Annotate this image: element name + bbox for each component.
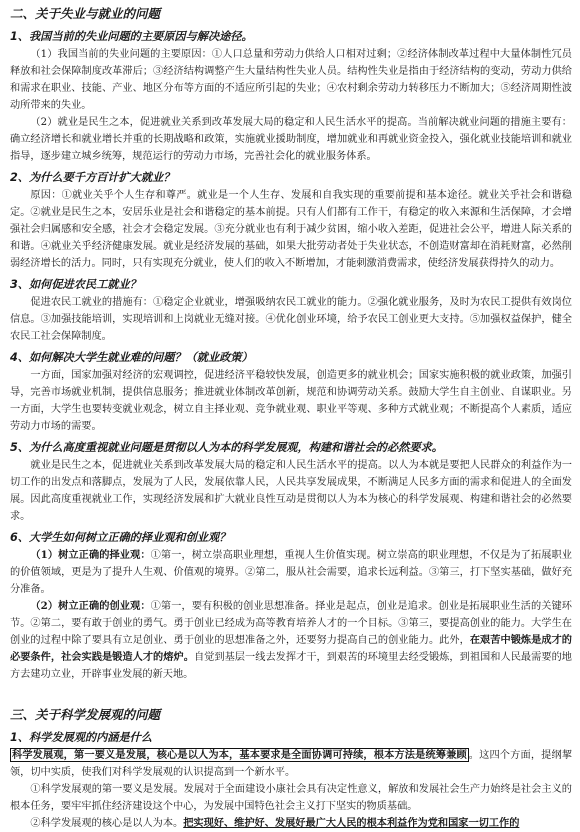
paragraph: 促进农民工就业的措施有：①稳定企业就业，增强吸纳农民工就业的能力。②强化就业服务，及时为农民工提供有效岗位信息。③加强技能培训，实现培训和上岗就业无缝对接。④优化创业环境，给予农民工创业更大支持。⑤加强权益保护，健全农民工社会保障制度。 <box>10 297 572 342</box>
section-title-scientific-development: 三、关于科学发展观的问题 <box>10 707 161 722</box>
paragraph: ①科学发展观的第一要义是发展。发展对于全面建设小康社会具有决定性意义，解放和发展社会生产力始终是社会主义的根本任务，要牢牢抓住经济建设这个中心，为发展中国特色社会主义打下坚实的物质基础。 <box>10 784 572 812</box>
paragraph: （1）我国当前的失业问题的主要原因：①人口总量和劳动力供给人口相对过剩；②经济体制改革过程中大量体制性冗员释放和社会保障制度改革滞后；③经济结构调整产生大量结构性失业人员。结构性失业是指由于经济结构的变动，劳动力供给和需求在职业、技能、产业、地区分布等方面的不适应所引起的失业；④农村剩余劳动力转移压力不断加大；⑤经济周期性波动所带来的失业。 <box>10 49 572 111</box>
bold-emphasis: 在艰苦中锻炼是成才的必要条件，社会实践是锻造人才的熔炉。 <box>10 634 572 663</box>
question-heading-3: 3、如何促进农民工就业？ <box>10 278 141 291</box>
boxed-definition: 科学发展观，第一要义是发展，核心是以人为本，基本要求是全面协调可持续，根本方法是统筹兼顾 <box>12 749 467 761</box>
paragraph <box>10 547 572 598</box>
paragraph: 一方面，国家加强对经济的宏观调控，促进经济平稳较快发展，创造更多的就业机会；国家实施积极的就业政策，加强引导，完善市场就业机制，提供信息服务；推进就业体制改革创新，规范和协调劳动关系。鼓励大学生自主创业、自谋职业。另一方面，大学生也要转变就业观念，树立自主择业观、竞争就业观、职业平等观、多种方式就业观；不断提高个人素质，适应劳动力市场的需要。 <box>10 370 572 432</box>
question-heading-5: 5、为什么高度重视就业问题是贯彻以人为本的科学发展观，构建和谐社会的必然要求。 <box>10 441 443 454</box>
subheading-entrepreneur-view: （2）树立正确的创业观： <box>30 600 151 612</box>
paragraph-text: ①第一，树立崇高职业理想，重视人生价值实现。树立崇高的职业理想，不仅是为了拓展职业的价值领域，更是为了提升人生观、价值观的境界。②第二，服从社会需要，追求长远利益。③第三，打下坚实基础，做好充分准备。 <box>10 550 572 595</box>
paragraph: （2）就业是民生之本，促进就业关系到改革发展大局的稳定和人民生活水平的提高。当前解决就业问题的措施主要有：确立经济增长和就业增长并重的长期战略和政策，实施就业援助制度，增加就业和再就业资金投入，强化就业技能培训和就业指导，逐步建立城乡统筹，规范运行的劳动力市场，完善社会化的就业服务体系。 <box>10 117 572 162</box>
section-title-employment: 二、关于失业与就业的问题 <box>10 6 161 21</box>
question-heading-6: 6、大学生如何树立正确的择业观和创业观？ <box>10 531 231 544</box>
paragraph-text: ②科学发展观的核心是以人为本。 <box>30 818 184 829</box>
paragraph-text: ①第一，要有积极的创业思想准备。择业是起点，创业是追求。创业是拓展职业生活的关键环节。②第二，要有敢于创业的勇气。勇于创业已经成为高等教育培养人才的一个目标。③第三，要提高创业的能力。大学生在创业的过程中除了要具有立足创业、勇于创业的思想准备之外，还要努力提高自己的创业能力。此外， <box>10 601 572 646</box>
paragraph-text: 自觉到基层一线去发挥才干，到艰苦的环境里去经受锻炼，到祖国和人民最需要的地方去建功立业，开辟事业发展的新天地。 <box>10 652 572 680</box>
question-heading-2: 2、为什么要千方百计扩大就业？ <box>10 171 175 184</box>
question-heading-4: 4、如何解决大学生就业难的问题？（就业政策） <box>10 351 253 364</box>
paragraph: 就业是民生之本，促进就业关系到改革发展大局的稳定和人民生活水平的提高。以人为本就是要把人民群众的利益作为一切工作的出发点和落脚点，发展为了人民，发展依靠人民，人民共享发展成果，不断满足人民多方面的需求和促进人的全面发展。因此高度重视就业工作，实现经济发展和扩大就业良性互动是贯彻以人为本为核心的科学发展观、构建和谐社会的必然要求。 <box>10 460 572 522</box>
question-heading-1: 1、我国当前的失业问题的主要原因与解决途径。 <box>10 30 253 43</box>
paragraph-text: 。这四个方面，提纲挈领，切中实质，使我们对科学发展观的认识提高到一个新水平。 <box>10 750 573 778</box>
paragraph <box>10 815 572 832</box>
paragraph <box>10 747 572 781</box>
paragraph <box>10 598 572 683</box>
underlined-emphasis: 把实现好、维护好、发展好最广大人民的根本利益作为党和国家一切工作的 <box>183 817 520 829</box>
paragraph: 原因：①就业关乎个人生存和尊严。就业是一个人生存、发展和自我实现的重要前提和基本途径。就业关乎社会和谐稳定。②就业是民生之本，安居乐业是社会和谐稳定的基本前提。只有人们都有工作干，有稳定的收入来源和生活保障，才会增强社会归属感和安全感，社会才会稳定发展。③充分就业也有利于减少贫困，缩小收入差距，促进社会公平，增进人际关系的和谐。④就业关乎经济健康发展。就业是经济发展的基础，如果大批劳动者处于失业状态，不创造财富却在消耗财富，必然削弱经济增长的活力。同时，只有实现充分就业，使人们的收入不断增加，才能刺激消费需求，使经济发展获得持久的动力。 <box>10 190 572 269</box>
question-heading-sd-1: 1、科学发展观的内涵是什么 <box>10 731 153 744</box>
subheading-career-view: （1）树立正确的择业观： <box>30 549 151 561</box>
